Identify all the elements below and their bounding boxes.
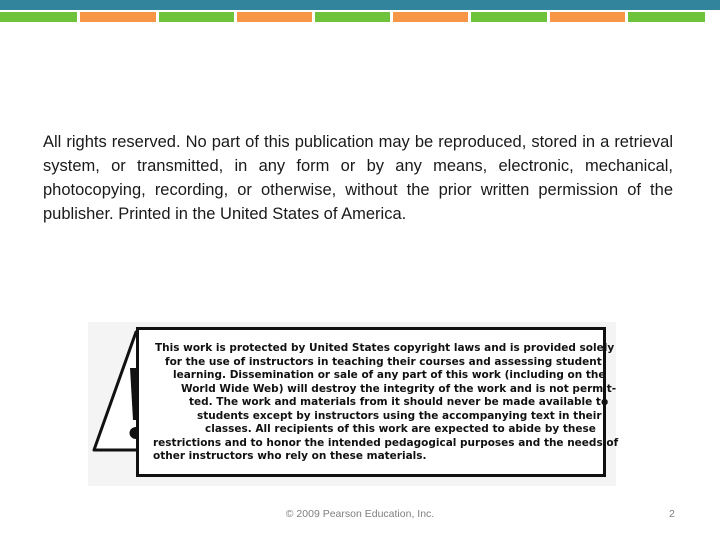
stripe-segment <box>237 12 312 22</box>
stripe-segment <box>550 12 625 22</box>
copyright-notice-box <box>136 327 619 477</box>
notice-line: restrictions and to honor the intended pedagogical purposes and the needs of <box>153 436 619 449</box>
stripe-segment <box>0 12 77 22</box>
stripe-segment <box>393 12 468 22</box>
notice-line: other instructors who rely on these materials. <box>153 450 427 462</box>
copyright-notice-image <box>88 322 619 486</box>
notice-line: classes. All recipients of this work are expected to abide by these <box>205 423 596 435</box>
notice-line: This work is protected by United States copyright laws and is provided solely <box>155 342 615 354</box>
stripe-segment <box>315 12 390 22</box>
notice-line: ted. The work and materials from it should never be made available to <box>189 396 609 408</box>
stripe-segment <box>159 12 234 22</box>
notice-line: for the use of instructors in teaching their courses and assessing student <box>165 355 602 368</box>
copyright-paragraph: All rights reserved. No part of this publication may be reproduced, stored in a retrieval system, or transmitted, in any form or by any means, electronic, mechanical, photocopying, recording, or otherwise, without the prior written permission of the publisher. Printed in the United States of America. <box>43 133 673 223</box>
stripe-segment <box>471 12 547 22</box>
top-accent-bar <box>0 0 720 10</box>
footer-copyright: © 2009 Pearson Education, Inc. <box>285 508 435 520</box>
notice-line: learning. Dissemination or sale of any part of this work (including on the <box>173 369 606 381</box>
stripe-segment <box>628 12 705 22</box>
page-number: 2 <box>669 508 675 520</box>
notice-line: students except by instructors using the accompanying text in their <box>197 409 602 422</box>
decorative-stripe-row <box>0 12 720 22</box>
notice-line: World Wide Web) will destroy the integrity of the work and is not permit- <box>181 382 617 395</box>
stripe-segment <box>80 12 156 22</box>
